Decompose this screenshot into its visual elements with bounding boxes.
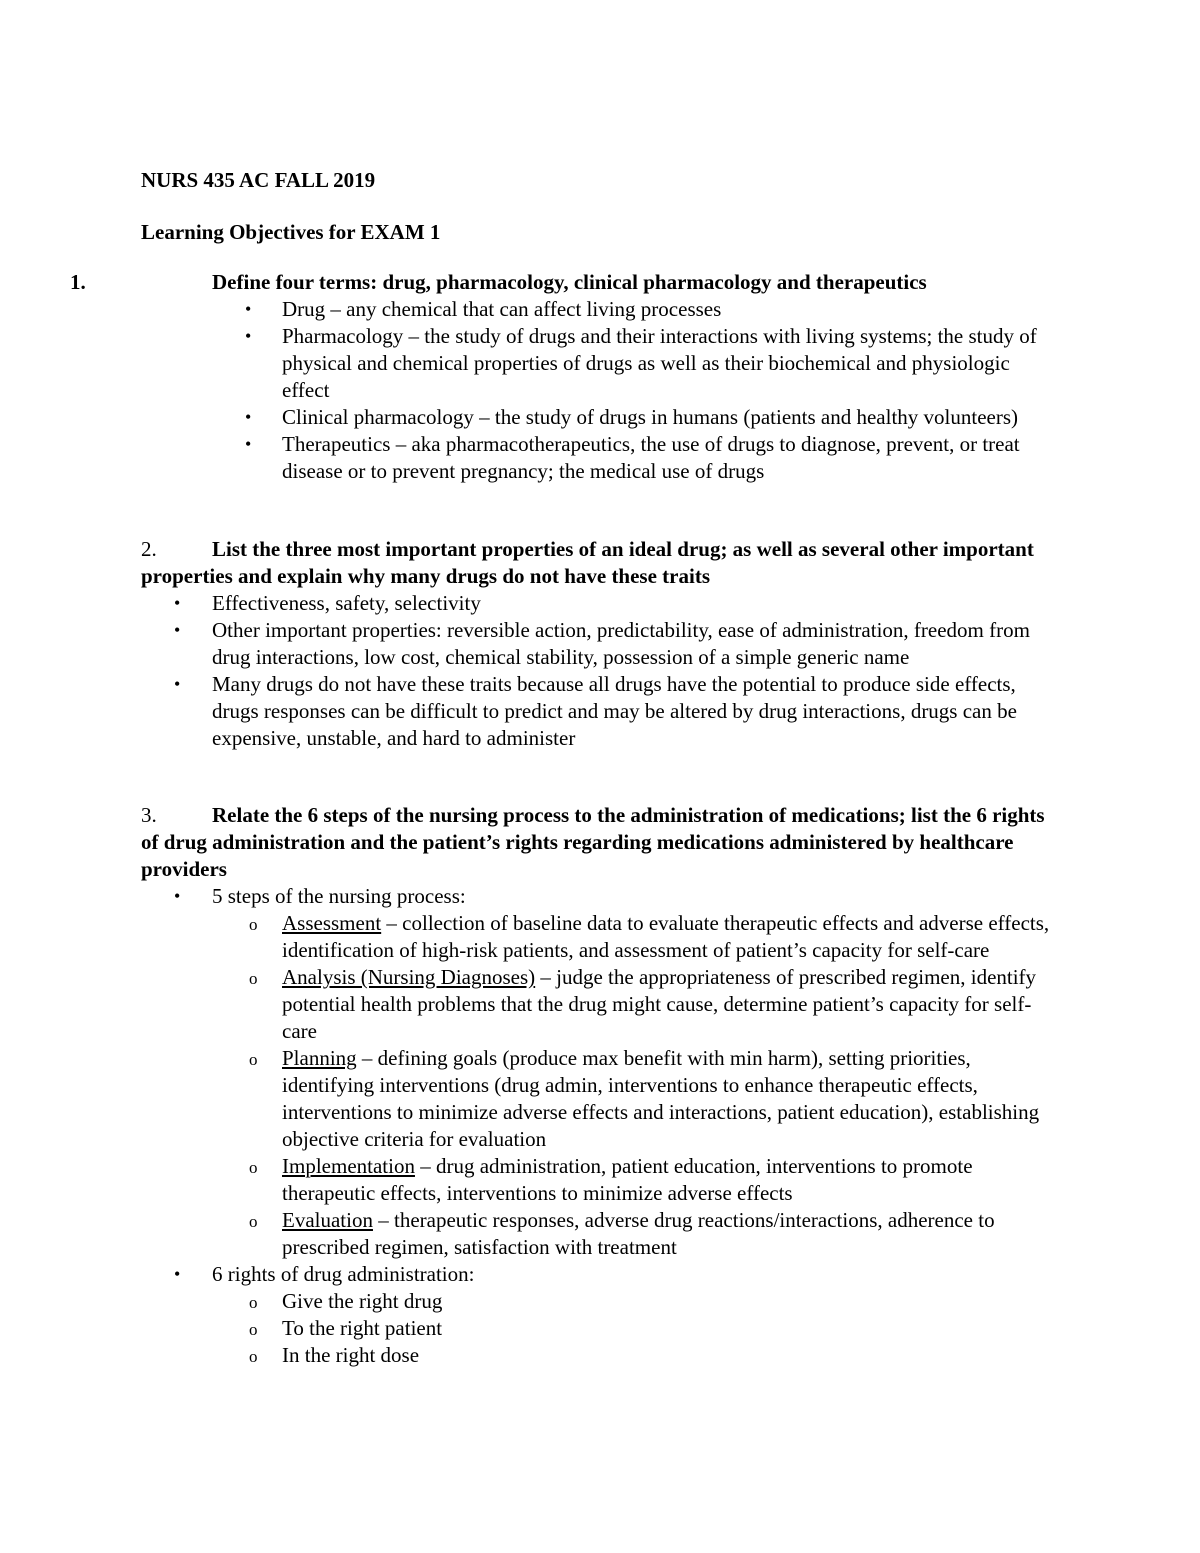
sub-bullet-icon: o xyxy=(249,1158,258,1177)
objective-3-text: Relate the 6 steps of the nursing process to the administration of medications; list the 6 rights of drug administration and the patient’s rights regarding medications administered by healthcare providers xyxy=(141,803,1045,881)
bullet-icon: • xyxy=(174,674,181,694)
sub-bullet-icon: o xyxy=(249,1347,258,1366)
objective-3-list xyxy=(141,883,1056,1369)
objective-1-text: Define four terms: drug, pharmacology, clinical pharmacology and therapeutics xyxy=(212,270,927,294)
list-item: o Planning – defining goals (produce max benefit with min harm), setting priorities, identifying interventions (drug admin, interventions to enhance therapeutic effects, interventions to minimize adverse effects and interactions, patient education), establishing objective criteria for evaluation xyxy=(249,1046,1040,1151)
list-item: • Pharmacology – the study of drugs and their interactions with living systems; the study of physical and chemical properties of drugs as well as their biochemical and physiologic effect xyxy=(245,324,1037,402)
bullet-icon: • xyxy=(174,593,181,613)
bullet-icon: • xyxy=(174,620,181,640)
rights-label: 6 rights of drug administration: xyxy=(212,1262,475,1286)
sub-bullet-icon: o xyxy=(249,1050,258,1069)
sub-bullet-icon: o xyxy=(249,969,258,988)
objective-2 xyxy=(141,536,1056,752)
list-item: o Implementation – drug administration, patient education, interventions to promote therapeutic effects, interventions to minimize adverse effects xyxy=(249,1154,973,1205)
objective-2-number: 2. xyxy=(141,537,157,561)
sub-bullet-icon: o xyxy=(249,915,258,934)
list-item: • Drug – any chemical that can affect living processes xyxy=(245,297,722,321)
objective-2-list xyxy=(141,590,1056,752)
objective-3 xyxy=(141,802,1056,1369)
objective-3-number: 3. xyxy=(141,803,157,827)
objective-2-heading xyxy=(141,536,1056,590)
bullet-icon: • xyxy=(174,886,181,906)
list-item xyxy=(141,883,1056,1261)
objective-1 xyxy=(70,269,1056,485)
list-item: • Therapeutics – aka pharmacotherapeutics, the use of drugs to diagnose, prevent, or treat disease or to prevent pregnancy; the medical use of drugs xyxy=(245,432,1020,483)
objective-1-number: 1. xyxy=(70,270,86,294)
bullet-icon: • xyxy=(245,407,252,427)
bullet-icon: • xyxy=(245,326,252,346)
list-item: o Give the right drug xyxy=(141,1288,1056,1315)
course-title: NURS 435 AC FALL 2019 xyxy=(141,168,376,192)
objective-3-heading xyxy=(141,802,1056,883)
list-item: o Analysis (Nursing Diagnoses) – judge the appropriateness of prescribed regimen, identify potential health problems that the drug might cause, determine patient’s capacity for self-care xyxy=(249,965,1037,1043)
bullet-icon: • xyxy=(174,1264,181,1284)
list-item: • Effectiveness, safety, selectivity xyxy=(174,591,481,615)
rights-list xyxy=(212,1288,1056,1369)
objective-2-text: List the three most important properties of an ideal drug; as well as several other important properties and explain why many drugs do not have these traits xyxy=(141,537,1034,588)
bullet-icon: • xyxy=(245,434,252,454)
sub-bullet-icon: o xyxy=(249,1293,258,1312)
list-item: • Clinical pharmacology – the study of drugs in humans (patients and healthy volunteers) xyxy=(245,405,1019,429)
list-item: o Assessment – collection of baseline data to evaluate therapeutic effects and adverse effects, identification of high-risk patients, and assessment of patient’s capacity for self-care xyxy=(249,911,1050,962)
exam-title: Learning Objectives for EXAM 1 xyxy=(141,220,441,244)
list-item: • Other important properties: reversible action, predictability, ease of administration, freedom from drug interactions, low cost, chemical stability, possession of a simple generic name xyxy=(174,618,1030,669)
list-item: o To the right patient xyxy=(141,1315,1056,1342)
nursing-steps-list xyxy=(212,910,1056,1261)
objective-1-list xyxy=(141,296,1056,485)
list-item: o Evaluation – therapeutic responses, adverse drug reactions/interactions, adherence to prescribed regimen, satisfaction with treatment xyxy=(249,1208,995,1259)
sub-bullet-icon: o xyxy=(249,1212,258,1231)
bullet-icon: • xyxy=(245,299,252,319)
objective-1-heading xyxy=(70,269,1056,296)
nursing-steps-label: 5 steps of the nursing process: xyxy=(212,884,466,908)
sub-bullet-icon: o xyxy=(249,1320,258,1339)
list-item: • Many drugs do not have these traits because all drugs have the potential to produce side effects, drugs responses can be difficult to predict and may be altered by drug interactions, drugs can be expensive, unstable, and hard to administer xyxy=(174,672,1017,750)
list-item: o In the right dose xyxy=(141,1342,1056,1369)
list-item xyxy=(141,1261,1056,1369)
